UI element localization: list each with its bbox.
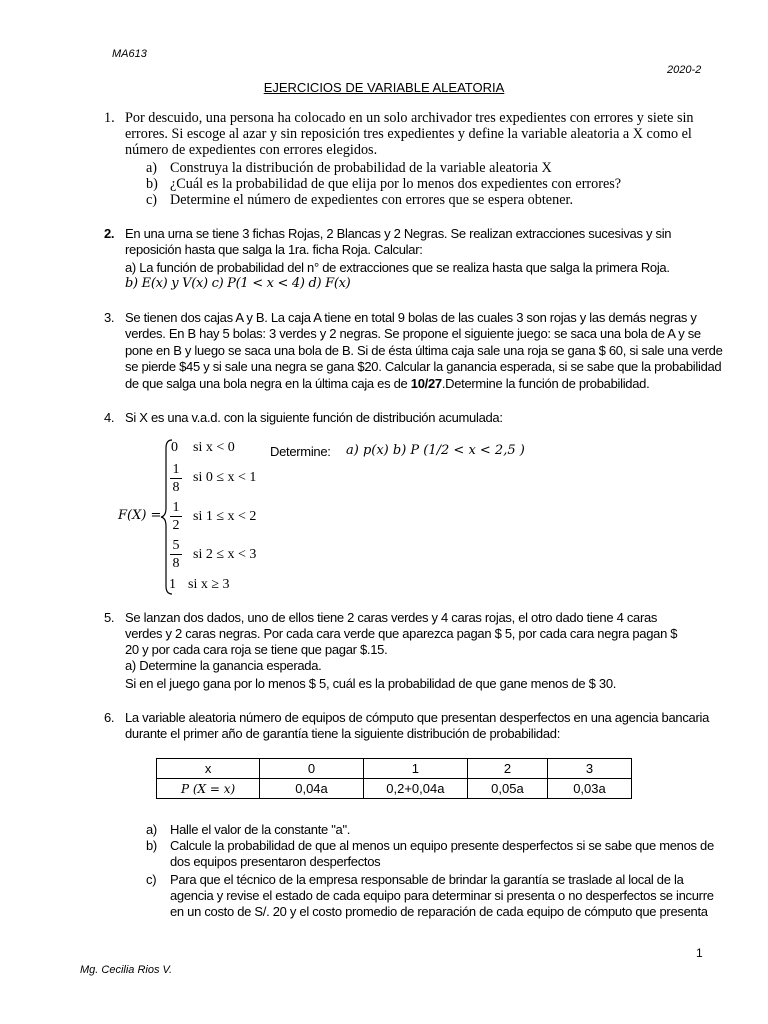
exercise-text-line: verdes y 2 caras negras. Por cada cara verde que aparezca pagan $ 5, por cada cara negra pagan $ bbox=[125, 626, 678, 641]
item-text: ¿Cuál es la probabilidad de que elija por lo menos dos expedientes con errores? bbox=[170, 176, 622, 192]
item-text: Construya la distribución de probabilidad de la variable aleatoria X bbox=[170, 160, 552, 176]
item-text: Determine el número de expedientes con errores que se espera obtener. bbox=[170, 192, 573, 208]
fraction-denominator: 8 bbox=[172, 556, 180, 571]
fraction-denominator: 2 bbox=[172, 518, 180, 533]
table-header-cell: x bbox=[157, 759, 260, 779]
exercise-text-line: errores. Si escoge al azar y sin reposición tres expedientes y define la variable aleatoria a X como el bbox=[125, 126, 692, 142]
table-header-cell: 2 bbox=[467, 759, 547, 779]
exercise-text-line: a) La función de probabilidad del n° de extracciones que se realiza hasta que salga la primera Roja. bbox=[125, 260, 670, 275]
case-condition: si 0 ≤ x < 1 bbox=[193, 470, 257, 485]
exercise-text-line: 20 y por cada cara roja se tiene que pagar $.15. bbox=[125, 642, 388, 657]
term: 2020-2 bbox=[667, 64, 702, 76]
table-header-cell: 3 bbox=[547, 759, 631, 779]
item-label: a) bbox=[146, 822, 157, 837]
exercise-text-line: reposición hasta que salga la 1ra. ficha Roja. Calcular: bbox=[125, 242, 423, 257]
exercise-text-line: Si en el juego gana por lo menos $ 5, cuál es la probabilidad de que gane menos de $ 30. bbox=[125, 676, 617, 691]
exercise-number: 2. bbox=[104, 226, 115, 241]
case-value: 0 bbox=[171, 440, 178, 455]
case-fraction bbox=[170, 500, 182, 533]
exercise-text-line: La variable aleatoria número de equipos de cómputo que presentan desperfectos en una agencia bancaria bbox=[125, 710, 710, 725]
fraction-denominator: 8 bbox=[172, 480, 180, 495]
page-number: 1 bbox=[696, 946, 703, 960]
exercise-number: 1. bbox=[104, 110, 115, 126]
course-code: MA613 bbox=[112, 48, 147, 60]
table-header-cell: 0 bbox=[260, 759, 364, 779]
exercise-text-line: Si X es una v.a.d. con la siguiente función de distribución acumulada: bbox=[125, 410, 503, 425]
exercise-number: 5. bbox=[104, 610, 115, 625]
case-fraction bbox=[170, 538, 182, 571]
case-value: 1 bbox=[169, 577, 176, 592]
function-label: F(X) = bbox=[118, 508, 162, 523]
item-label: b) bbox=[146, 838, 157, 853]
exercise-text-line: número de expedientes con errores elegidos. bbox=[125, 142, 378, 158]
exercise-math-line: b) E(x) y V(x) c) P(1 < x < 4) d) F(x) bbox=[125, 276, 351, 291]
exercise-text-line: pone en B y luego se saca una bola de B. Si de ésta última caja sale una roja se gana $ 60, si sale una verde bbox=[125, 343, 723, 358]
item-text: dos equipos presentaron desperfectos bbox=[170, 854, 381, 869]
item-label: c) bbox=[146, 192, 158, 208]
item-text: en un costo de S/. 20 y el costo promedio de reparación de cada equipo de cómputo que presenta bbox=[170, 904, 708, 919]
exercise-number: 6. bbox=[104, 710, 115, 725]
fraction-numerator: 5 bbox=[172, 538, 180, 553]
text-fragment: de que salga una bola negra en la última caja es de bbox=[125, 376, 411, 391]
table-cell: 0,03a bbox=[547, 779, 631, 799]
table-cell: 0,04a bbox=[260, 779, 364, 799]
item-label: c) bbox=[146, 872, 157, 887]
exercise-text-line bbox=[125, 376, 649, 392]
probability-table bbox=[156, 758, 632, 799]
item-label: a) bbox=[146, 160, 158, 176]
author: Mg. Cecilia Rios V. bbox=[80, 964, 173, 976]
exercise-number: 3. bbox=[104, 310, 115, 325]
case-condition: si 2 ≤ x < 3 bbox=[193, 547, 257, 562]
item-label: b) bbox=[146, 176, 158, 192]
item-text: agencia y revise el estado de cada equipo para determinar si presenta o no desperfectos se incurre bbox=[170, 888, 714, 903]
item-text: Para que el técnico de la empresa responsable de brindar la garantía se traslade al local de la bbox=[170, 872, 684, 887]
table-row bbox=[157, 779, 632, 799]
determine-label: Determine: bbox=[270, 444, 331, 459]
determine-parts: a) p(x) b) P (1/2 < x < 2,5 ) bbox=[346, 443, 525, 458]
table-header-cell: 1 bbox=[363, 759, 467, 779]
exercise-text-line: se pierde $45 y si sale una negra se gana $20. Calcular la ganancia esperada, si se sabe que la probabilidad bbox=[125, 359, 722, 374]
exercise-text-line: a) Determine la ganancia esperada. bbox=[125, 658, 322, 673]
case-condition: si x ≥ 3 bbox=[188, 577, 230, 592]
exercise-text-line: Se lanzan dos dados, uno de ellos tiene 2 caras verdes y 4 caras rojas, el otro dado tiene 4 caras bbox=[125, 610, 658, 625]
exercise-text-line: En una urna se tiene 3 fichas Rojas, 2 Blancas y 2 Negras. Se realizan extracciones sucesivas y sin bbox=[125, 226, 672, 241]
case-condition: si 1 ≤ x < 2 bbox=[193, 509, 257, 524]
table-cell: 0,05a bbox=[467, 779, 547, 799]
exercise-number: 4. bbox=[104, 410, 115, 425]
table-row bbox=[157, 759, 632, 779]
case-fraction bbox=[170, 462, 182, 495]
page-title: EJERCICIOS DE VARIABLE ALEATORIA bbox=[263, 80, 505, 95]
item-text: Calcule la probabilidad de que al menos un equipo presente desperfectos si se sabe que menos de bbox=[170, 838, 714, 853]
text-fragment: .Determine la función de probabilidad. bbox=[441, 376, 650, 391]
fraction-numerator: 1 bbox=[172, 462, 180, 477]
table-cell: 0,2+0,04a bbox=[363, 779, 467, 799]
table-cell: P (X = x) bbox=[157, 779, 260, 799]
case-condition: si x < 0 bbox=[193, 440, 235, 455]
fraction-text: 10/27 bbox=[410, 376, 442, 391]
exercise-text-line: Se tienen dos cajas A y B. La caja A tiene en total 9 bolas de las cuales 3 son rojas y las demás negras y bbox=[125, 310, 697, 325]
item-text: Halle el valor de la constante "a". bbox=[170, 822, 351, 837]
exercise-text-line: Por descuido, una persona ha colocado en un solo archivador tres expedientes con errores y siete sin bbox=[125, 110, 694, 126]
fraction-numerator: 1 bbox=[172, 500, 180, 515]
exercise-text-line: durante el primer año de garantía tiene la siguiente distribución de probabilidad: bbox=[125, 726, 561, 741]
exercise-text-line: verdes. En B hay 5 bolas: 3 verdes y 2 negras. Se propone el siguiente juego: se saca una bola de A y se bbox=[125, 326, 701, 341]
